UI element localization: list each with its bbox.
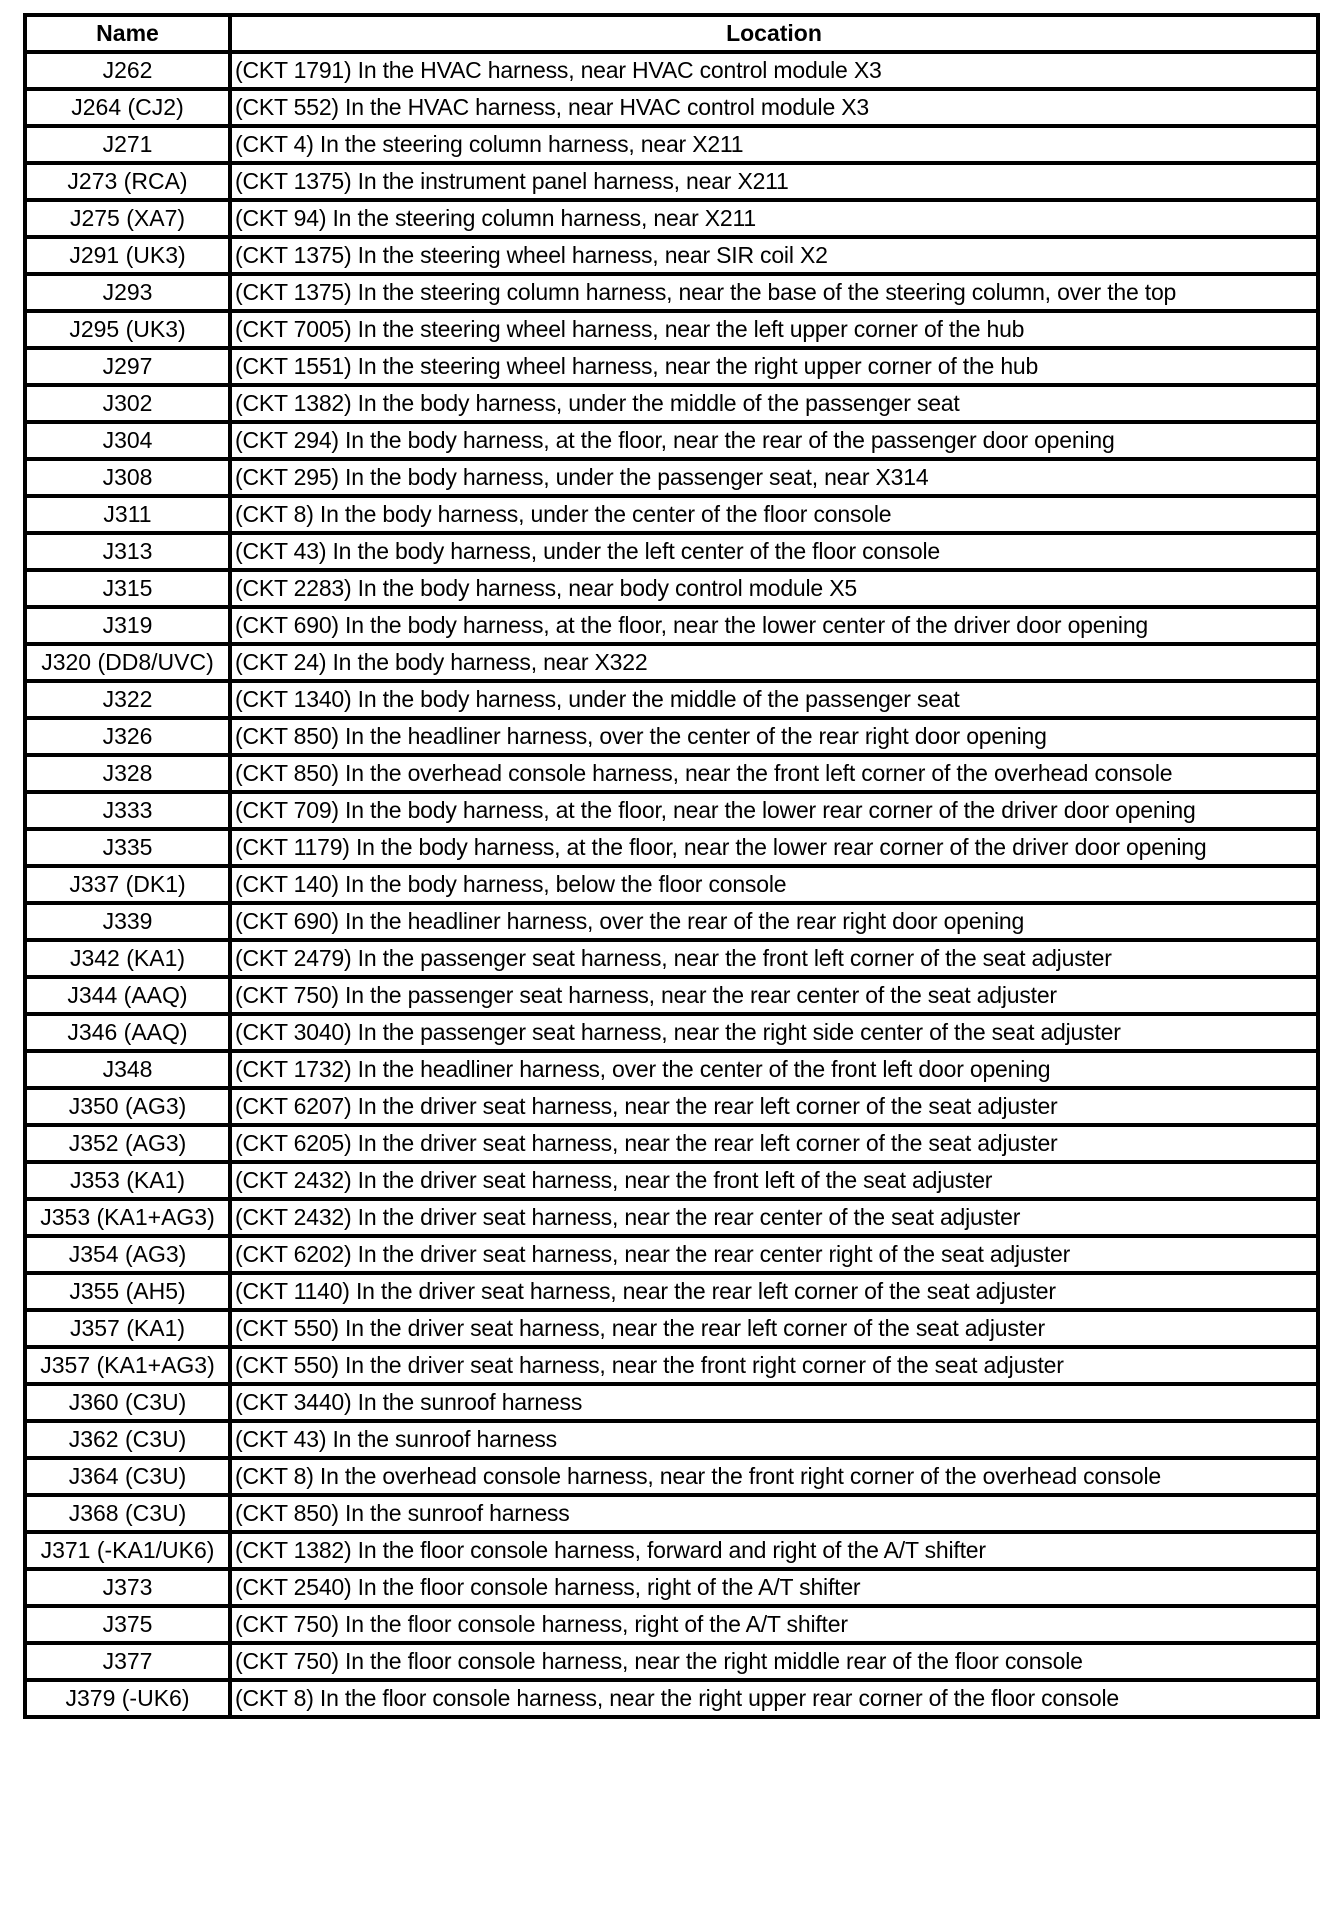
table-row — [25, 1125, 1318, 1162]
table-row — [25, 200, 1318, 237]
splice-name-cell: J360 (C3U) — [25, 1384, 230, 1421]
table-row — [25, 126, 1318, 163]
table-row — [25, 348, 1318, 385]
splice-location-cell: (CKT 1375) In the instrument panel harness, near X211 — [230, 163, 1318, 200]
splice-name-cell: J297 — [25, 348, 230, 385]
splice-name-cell: J339 — [25, 903, 230, 940]
table-row — [25, 385, 1318, 422]
header-row — [25, 15, 1318, 52]
splice-name-cell: J319 — [25, 607, 230, 644]
table-row — [25, 718, 1318, 755]
splice-name-cell: J273 (RCA) — [25, 163, 230, 200]
splice-name-cell: J348 — [25, 1051, 230, 1088]
splice-location-cell: (CKT 850) In the headliner harness, over the center of the rear right door opening — [230, 718, 1318, 755]
splice-name-cell: J346 (AAQ) — [25, 1014, 230, 1051]
splice-name-cell: J264 (CJ2) — [25, 89, 230, 126]
table-row — [25, 1569, 1318, 1606]
splice-name-cell: J311 — [25, 496, 230, 533]
splice-location-cell: (CKT 552) In the HVAC harness, near HVAC control module X3 — [230, 89, 1318, 126]
splice-name-cell: J271 — [25, 126, 230, 163]
table-row — [25, 755, 1318, 792]
splice-location-cell: (CKT 1340) In the body harness, under the middle of the passenger seat — [230, 681, 1318, 718]
splice-name-cell: J337 (DK1) — [25, 866, 230, 903]
table-row — [25, 1532, 1318, 1569]
table-row — [25, 274, 1318, 311]
splice-name-cell: J328 — [25, 755, 230, 792]
splice-name-cell: J320 (DD8/UVC) — [25, 644, 230, 681]
splice-name-cell: J377 — [25, 1643, 230, 1680]
table-row — [25, 1384, 1318, 1421]
splice-location-cell: (CKT 2283) In the body harness, near body control module X5 — [230, 570, 1318, 607]
column-header-location: Location — [230, 15, 1318, 52]
splice-name-cell: J352 (AG3) — [25, 1125, 230, 1162]
splice-location-cell: (CKT 750) In the floor console harness, right of the A/T shifter — [230, 1606, 1318, 1643]
splice-location-cell: (CKT 709) In the body harness, at the floor, near the lower rear corner of the driver door opening — [230, 792, 1318, 829]
splice-name-cell: J375 — [25, 1606, 230, 1643]
table-row — [25, 311, 1318, 348]
table-row — [25, 1643, 1318, 1680]
splice-location-cell: (CKT 2432) In the driver seat harness, near the rear center of the seat adjuster — [230, 1199, 1318, 1236]
table-body — [25, 52, 1318, 1717]
table-row — [25, 829, 1318, 866]
splice-location-cell: (CKT 2540) In the floor console harness, right of the A/T shifter — [230, 1569, 1318, 1606]
table-row — [25, 496, 1318, 533]
splice-location-cell: (CKT 1791) In the HVAC harness, near HVAC control module X3 — [230, 52, 1318, 89]
splice-name-cell: J313 — [25, 533, 230, 570]
splice-location-cell: (CKT 550) In the driver seat harness, near the front right corner of the seat adjuster — [230, 1347, 1318, 1384]
splice-location-cell: (CKT 690) In the body harness, at the floor, near the lower center of the driver door opening — [230, 607, 1318, 644]
splice-location-cell: (CKT 24) In the body harness, near X322 — [230, 644, 1318, 681]
table-row — [25, 533, 1318, 570]
splice-name-cell: J353 (KA1) — [25, 1162, 230, 1199]
splice-name-cell: J342 (KA1) — [25, 940, 230, 977]
column-header-name: Name — [25, 15, 230, 52]
table-row — [25, 459, 1318, 496]
splice-location-cell: (CKT 1375) In the steering column harness, near the base of the steering column, over the top — [230, 274, 1318, 311]
table-row — [25, 1236, 1318, 1273]
splice-location-cell: (CKT 8) In the floor console harness, near the right upper rear corner of the floor console — [230, 1680, 1318, 1717]
splice-name-cell: J368 (C3U) — [25, 1495, 230, 1532]
table-row — [25, 1310, 1318, 1347]
splice-location-cell: (CKT 1375) In the steering wheel harness, near SIR coil X2 — [230, 237, 1318, 274]
splice-name-cell: J326 — [25, 718, 230, 755]
table-row — [25, 1680, 1318, 1717]
splice-name-cell: J304 — [25, 422, 230, 459]
table-row — [25, 1088, 1318, 1125]
splice-location-cell: (CKT 750) In the passenger seat harness, near the rear center of the seat adjuster — [230, 977, 1318, 1014]
splice-name-cell: J315 — [25, 570, 230, 607]
table-row — [25, 792, 1318, 829]
splice-name-cell: J275 (XA7) — [25, 200, 230, 237]
table-row — [25, 237, 1318, 274]
splice-name-cell: J362 (C3U) — [25, 1421, 230, 1458]
splice-name-cell: J295 (UK3) — [25, 311, 230, 348]
splice-location-cell: (CKT 294) In the body harness, at the floor, near the rear of the passenger door opening — [230, 422, 1318, 459]
table-row — [25, 1273, 1318, 1310]
splice-name-cell: J302 — [25, 385, 230, 422]
table-row — [25, 163, 1318, 200]
splice-location-cell: (CKT 1732) In the headliner harness, over the center of the front left door opening — [230, 1051, 1318, 1088]
splice-name-cell: J379 (-UK6) — [25, 1680, 230, 1717]
splice-name-cell: J355 (AH5) — [25, 1273, 230, 1310]
splice-location-cell: (CKT 3040) In the passenger seat harness, near the right side center of the seat adjuster — [230, 1014, 1318, 1051]
splice-location-cell: (CKT 4) In the steering column harness, near X211 — [230, 126, 1318, 163]
splice-location-cell: (CKT 6202) In the driver seat harness, near the rear center right of the seat adjuster — [230, 1236, 1318, 1273]
splice-location-table — [23, 13, 1320, 1719]
splice-location-cell: (CKT 43) In the body harness, under the left center of the floor console — [230, 533, 1318, 570]
splice-location-cell: (CKT 6205) In the driver seat harness, near the rear left corner of the seat adjuster — [230, 1125, 1318, 1162]
splice-location-cell: (CKT 3440) In the sunroof harness — [230, 1384, 1318, 1421]
table-row — [25, 1495, 1318, 1532]
splice-name-cell: J364 (C3U) — [25, 1458, 230, 1495]
splice-location-cell: (CKT 295) In the body harness, under the passenger seat, near X314 — [230, 459, 1318, 496]
table-row — [25, 89, 1318, 126]
splice-name-cell: J350 (AG3) — [25, 1088, 230, 1125]
splice-name-cell: J344 (AAQ) — [25, 977, 230, 1014]
table-row — [25, 1347, 1318, 1384]
splice-location-cell: (CKT 1140) In the driver seat harness, near the rear left corner of the seat adjuster — [230, 1273, 1318, 1310]
splice-location-cell: (CKT 550) In the driver seat harness, near the rear left corner of the seat adjuster — [230, 1310, 1318, 1347]
splice-name-cell: J335 — [25, 829, 230, 866]
splice-location-cell: (CKT 8) In the body harness, under the center of the floor console — [230, 496, 1318, 533]
splice-name-cell: J333 — [25, 792, 230, 829]
splice-location-cell: (CKT 1551) In the steering wheel harness, near the right upper corner of the hub — [230, 348, 1318, 385]
splice-location-cell: (CKT 7005) In the steering wheel harness, near the left upper corner of the hub — [230, 311, 1318, 348]
table-row — [25, 570, 1318, 607]
splice-name-cell: J353 (KA1+AG3) — [25, 1199, 230, 1236]
splice-name-cell: J308 — [25, 459, 230, 496]
table-row — [25, 1014, 1318, 1051]
table-row — [25, 1421, 1318, 1458]
splice-location-cell: (CKT 6207) In the driver seat harness, near the rear left corner of the seat adjuster — [230, 1088, 1318, 1125]
splice-location-cell: (CKT 8) In the overhead console harness, near the front right corner of the overhead console — [230, 1458, 1318, 1495]
splice-name-cell: J293 — [25, 274, 230, 311]
table-row — [25, 866, 1318, 903]
table-row — [25, 52, 1318, 89]
splice-name-cell: J354 (AG3) — [25, 1236, 230, 1273]
splice-name-cell: J371 (-KA1/UK6) — [25, 1532, 230, 1569]
splice-location-cell: (CKT 2479) In the passenger seat harness, near the front left corner of the seat adjuster — [230, 940, 1318, 977]
splice-location-cell: (CKT 690) In the headliner harness, over the rear of the rear right door opening — [230, 903, 1318, 940]
table-row — [25, 1199, 1318, 1236]
splice-name-cell: J373 — [25, 1569, 230, 1606]
splice-location-cell: (CKT 94) In the steering column harness, near X211 — [230, 200, 1318, 237]
splice-location-cell: (CKT 750) In the floor console harness, near the right middle rear of the floor console — [230, 1643, 1318, 1680]
splice-location-cell: (CKT 2432) In the driver seat harness, near the front left of the seat adjuster — [230, 1162, 1318, 1199]
splice-location-cell: (CKT 1382) In the floor console harness, forward and right of the A/T shifter — [230, 1532, 1318, 1569]
splice-name-cell: J262 — [25, 52, 230, 89]
splice-name-cell: J291 (UK3) — [25, 237, 230, 274]
table-row — [25, 681, 1318, 718]
table-row — [25, 940, 1318, 977]
splice-location-cell: (CKT 140) In the body harness, below the floor console — [230, 866, 1318, 903]
table-row — [25, 977, 1318, 1014]
splice-location-cell: (CKT 850) In the sunroof harness — [230, 1495, 1318, 1532]
table-row — [25, 607, 1318, 644]
splice-location-cell: (CKT 43) In the sunroof harness — [230, 1421, 1318, 1458]
table-row — [25, 644, 1318, 681]
table-row — [25, 1458, 1318, 1495]
splice-name-cell: J322 — [25, 681, 230, 718]
splice-location-cell: (CKT 850) In the overhead console harness, near the front left corner of the overhead console — [230, 755, 1318, 792]
splice-location-cell: (CKT 1382) In the body harness, under the middle of the passenger seat — [230, 385, 1318, 422]
table-row — [25, 1051, 1318, 1088]
table-row — [25, 1162, 1318, 1199]
table-row — [25, 1606, 1318, 1643]
table-row — [25, 903, 1318, 940]
splice-name-cell: J357 (KA1+AG3) — [25, 1347, 230, 1384]
table-row — [25, 422, 1318, 459]
splice-name-cell: J357 (KA1) — [25, 1310, 230, 1347]
splice-location-cell: (CKT 1179) In the body harness, at the floor, near the lower rear corner of the driver door opening — [230, 829, 1318, 866]
